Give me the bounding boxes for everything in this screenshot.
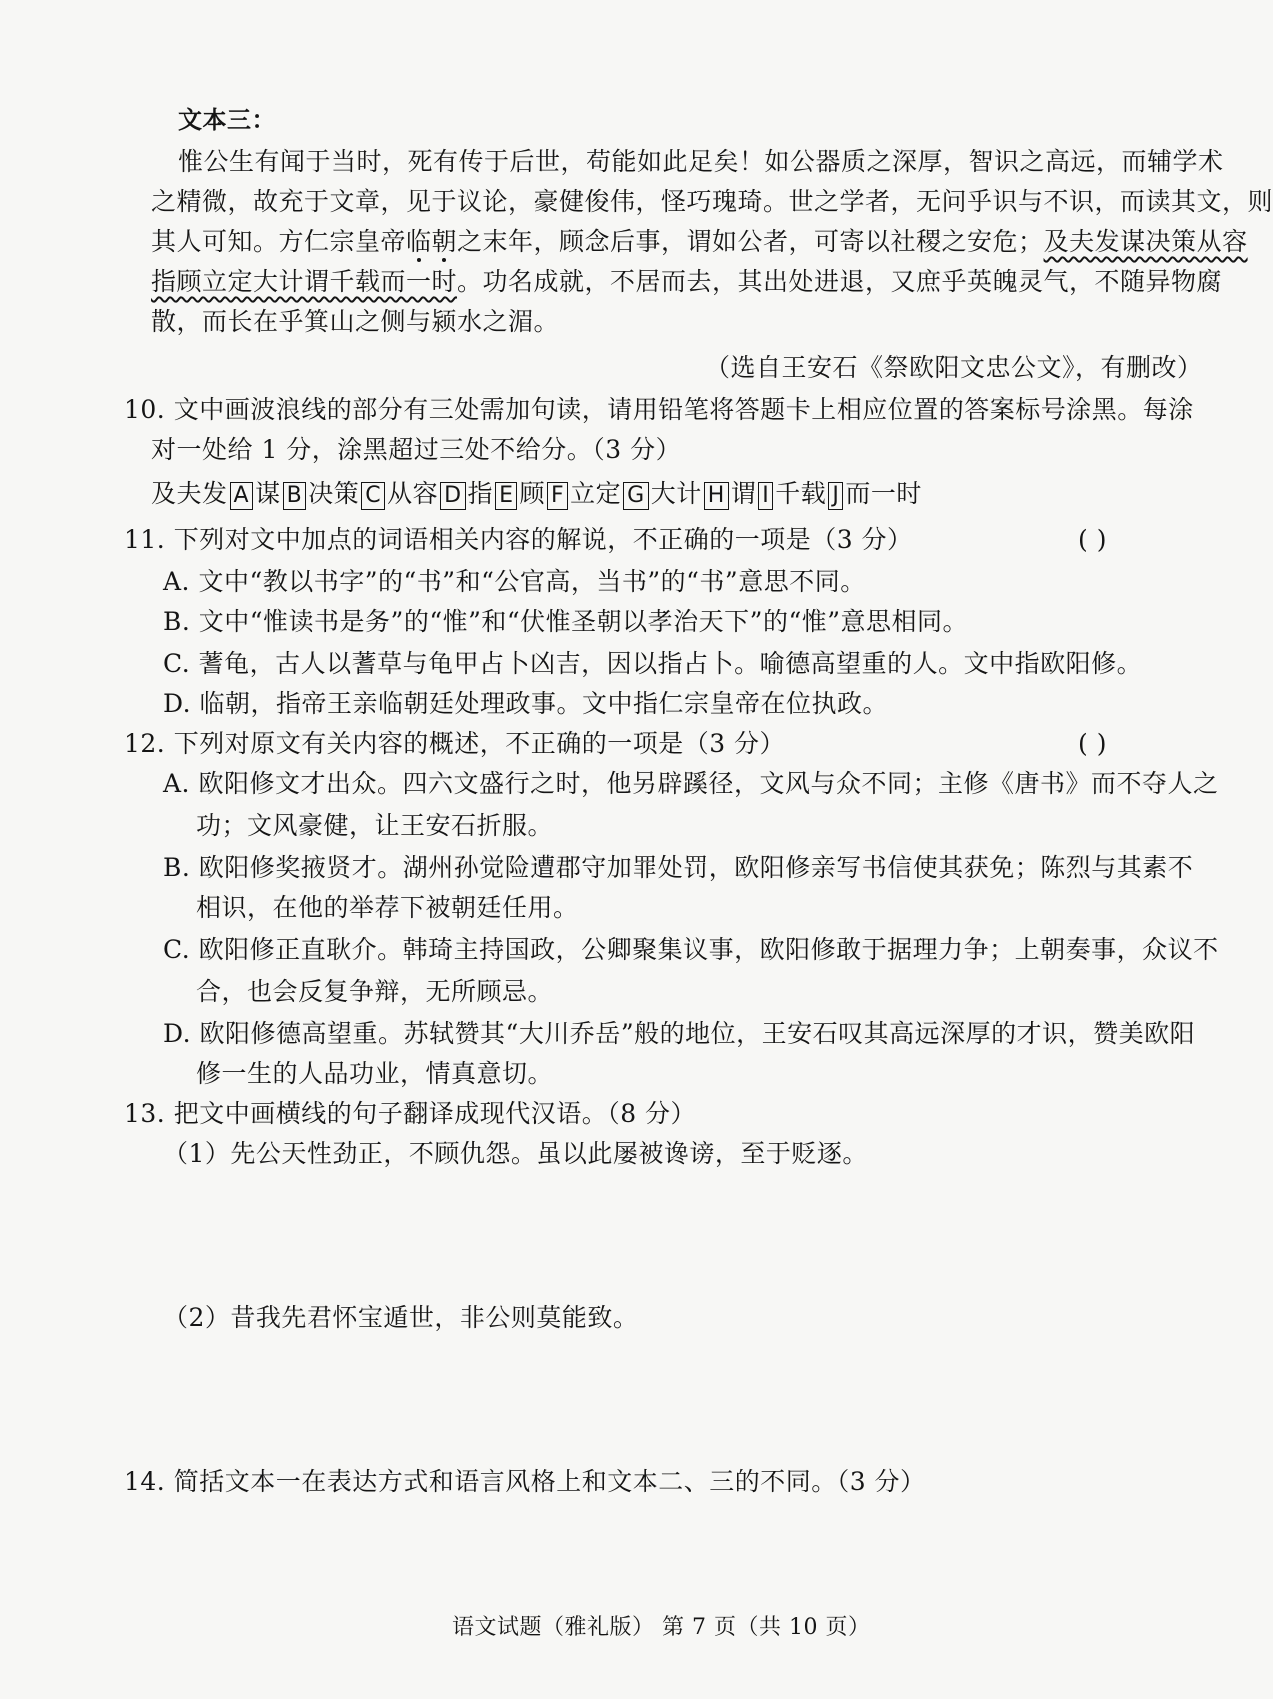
question-12-option-c-line-1: C. 欧阳修正直耿介。韩琦主持国政，公卿聚集议事，欧阳修敢于据理力争；上朝奏事，众议不 bbox=[163, 935, 1219, 964]
question-11-option-d: D. 临朝，指帝王亲临朝廷处理政事。文中指仁宗皇帝在位执政。 bbox=[163, 689, 889, 718]
page-footer: 语文试题（雅礼版） 第 7 页（共 10 页） bbox=[452, 1615, 871, 1640]
question-13-part-1: （1）先公天性劲正，不顾仇怨。虽以此屡被谗谤，至于贬逐。 bbox=[163, 1139, 868, 1168]
answer-parentheses-11[interactable]: ( ) bbox=[1078, 525, 1107, 554]
wavy-underline-segment: 指顾立定大计谓千载而一时 bbox=[151, 267, 458, 296]
passage-segment: 。功名成就，不居而去，其出处进退，又庶乎英魄灵气，不随异物腐 bbox=[457, 267, 1223, 296]
answer-box-d[interactable]: D bbox=[440, 482, 465, 510]
question-11-option-c: C. 蓍龟，古人以蓍草与龟甲占卜凶吉，因以指占卜。喻德高望重的人。文中指欧阳修。 bbox=[163, 649, 1143, 678]
option-segment: 千载 bbox=[775, 479, 827, 508]
passage-line-4 bbox=[151, 266, 1222, 298]
option-segment: 及夫发 bbox=[151, 479, 228, 508]
option-segment: 而一时 bbox=[845, 479, 922, 508]
answer-box-b[interactable]: B bbox=[283, 482, 307, 510]
question-12-option-b-line-2: 相识，在他的举荐下被朝廷任用。 bbox=[196, 893, 579, 922]
question-12-option-a-line-2: 功；文风豪健，让王安石折服。 bbox=[196, 811, 554, 840]
question-10-line-1: 10. 文中画波浪线的部分有三处需加句读，请用铅笔将答题卡上相应位置的答案标号涂黑。每涂 bbox=[124, 395, 1194, 424]
answer-box-i[interactable]: I bbox=[758, 482, 773, 510]
passage-line-2: 之精微，故充于文章，见于议论，豪健俊伟，怪巧瑰琦。世之学者，无问乎识与不识，而读其文，则 bbox=[151, 187, 1273, 216]
question-12-option-a-line-1: A. 欧阳修文才出众。四六文盛行之时，他另辟蹊径，文风与众不同；主修《唐书》而不夺人之 bbox=[163, 769, 1219, 798]
answer-box-j[interactable]: J bbox=[828, 482, 843, 510]
dotted-word-char: 朝 bbox=[431, 227, 458, 256]
question-12-option-d-line-2: 修一生的人品功业，情真意切。 bbox=[196, 1059, 554, 1088]
passage-line-5: 散，而长在乎箕山之侧与颍水之湄。 bbox=[151, 307, 560, 336]
punctuation-options-line[interactable] bbox=[151, 478, 922, 510]
option-segment: 从容 bbox=[387, 479, 439, 508]
answer-box-h[interactable]: H bbox=[704, 482, 729, 510]
dotted-word-char: 临 bbox=[406, 227, 432, 256]
text-three-title: 文本三： bbox=[178, 106, 276, 134]
option-segment: 谋 bbox=[255, 479, 281, 508]
question-13-part-2: （2）昔我先君怀宝遁世，非公则莫能致。 bbox=[163, 1303, 639, 1332]
passage-line-3 bbox=[151, 226, 1248, 258]
answer-box-f[interactable]: F bbox=[547, 482, 568, 510]
question-12-option-d-line-1: D. 欧阳修德高望重。苏轼赞其“大川乔岳”般的地位，王安石叹其高远深厚的才识，赞美欧阳 bbox=[163, 1019, 1196, 1048]
answer-box-a[interactable]: A bbox=[230, 482, 254, 510]
question-14-stem: 14. 简括文本一在表达方式和语言风格上和文本二、三的不同。（3 分） bbox=[124, 1467, 926, 1496]
passage-source: （选自王安石《祭欧阳文忠公文》，有删改） bbox=[705, 353, 1203, 382]
question-11-stem: 11. 下列对文中加点的词语相关内容的解说，不正确的一项是（3 分） bbox=[124, 525, 913, 554]
answer-parentheses-12[interactable]: ( ) bbox=[1078, 729, 1107, 758]
answer-box-e[interactable]: E bbox=[495, 482, 517, 510]
question-13-stem: 13. 把文中画横线的句子翻译成现代汉语。（8 分） bbox=[124, 1099, 697, 1128]
passage-segment: 其人可知。方仁宗皇帝 bbox=[151, 227, 407, 256]
wavy-underline-segment: 及夫发谋决策从容 bbox=[1043, 227, 1248, 256]
question-10-line-2: 对一处给 1 分，涂黑超过三处不给分。（3 分） bbox=[151, 435, 682, 464]
option-segment: 立定 bbox=[570, 479, 622, 508]
option-segment: 谓 bbox=[730, 479, 757, 508]
option-segment: 大计 bbox=[650, 479, 702, 508]
question-12-option-b-line-1: B. 欧阳修奖掖贤才。湖州孙觉险遭郡守加罪处罚，欧阳修亲写书信使其获免；陈烈与其素不 bbox=[163, 853, 1194, 882]
option-segment: 顾 bbox=[519, 479, 545, 508]
question-12-stem: 12. 下列对原文有关内容的概述，不正确的一项是（3 分） bbox=[124, 729, 786, 758]
passage-line-1: 惟公生有闻于当时，死有传于后世，苟能如此足矣！如公器质之深厚，智识之高远，而辅学术 bbox=[178, 147, 1224, 176]
option-segment: 决策 bbox=[308, 479, 360, 508]
passage-segment: 之末年，顾念后事，谓如公者，可寄以社稷之安危； bbox=[457, 227, 1044, 256]
question-11-option-a: A. 文中“教以书字”的“书”和“公官高，当书”的“书”意思不同。 bbox=[163, 567, 866, 596]
answer-box-c[interactable]: C bbox=[361, 482, 385, 510]
answer-box-g[interactable]: G bbox=[623, 482, 649, 510]
question-11-option-b: B. 文中“惟读书是务”的“惟”和“伏惟圣朝以孝治天下”的“惟”意思相同。 bbox=[163, 607, 969, 636]
question-12-option-c-line-2: 合，也会反复争辩，无所顾忌。 bbox=[196, 977, 554, 1006]
option-segment: 指 bbox=[467, 479, 494, 508]
